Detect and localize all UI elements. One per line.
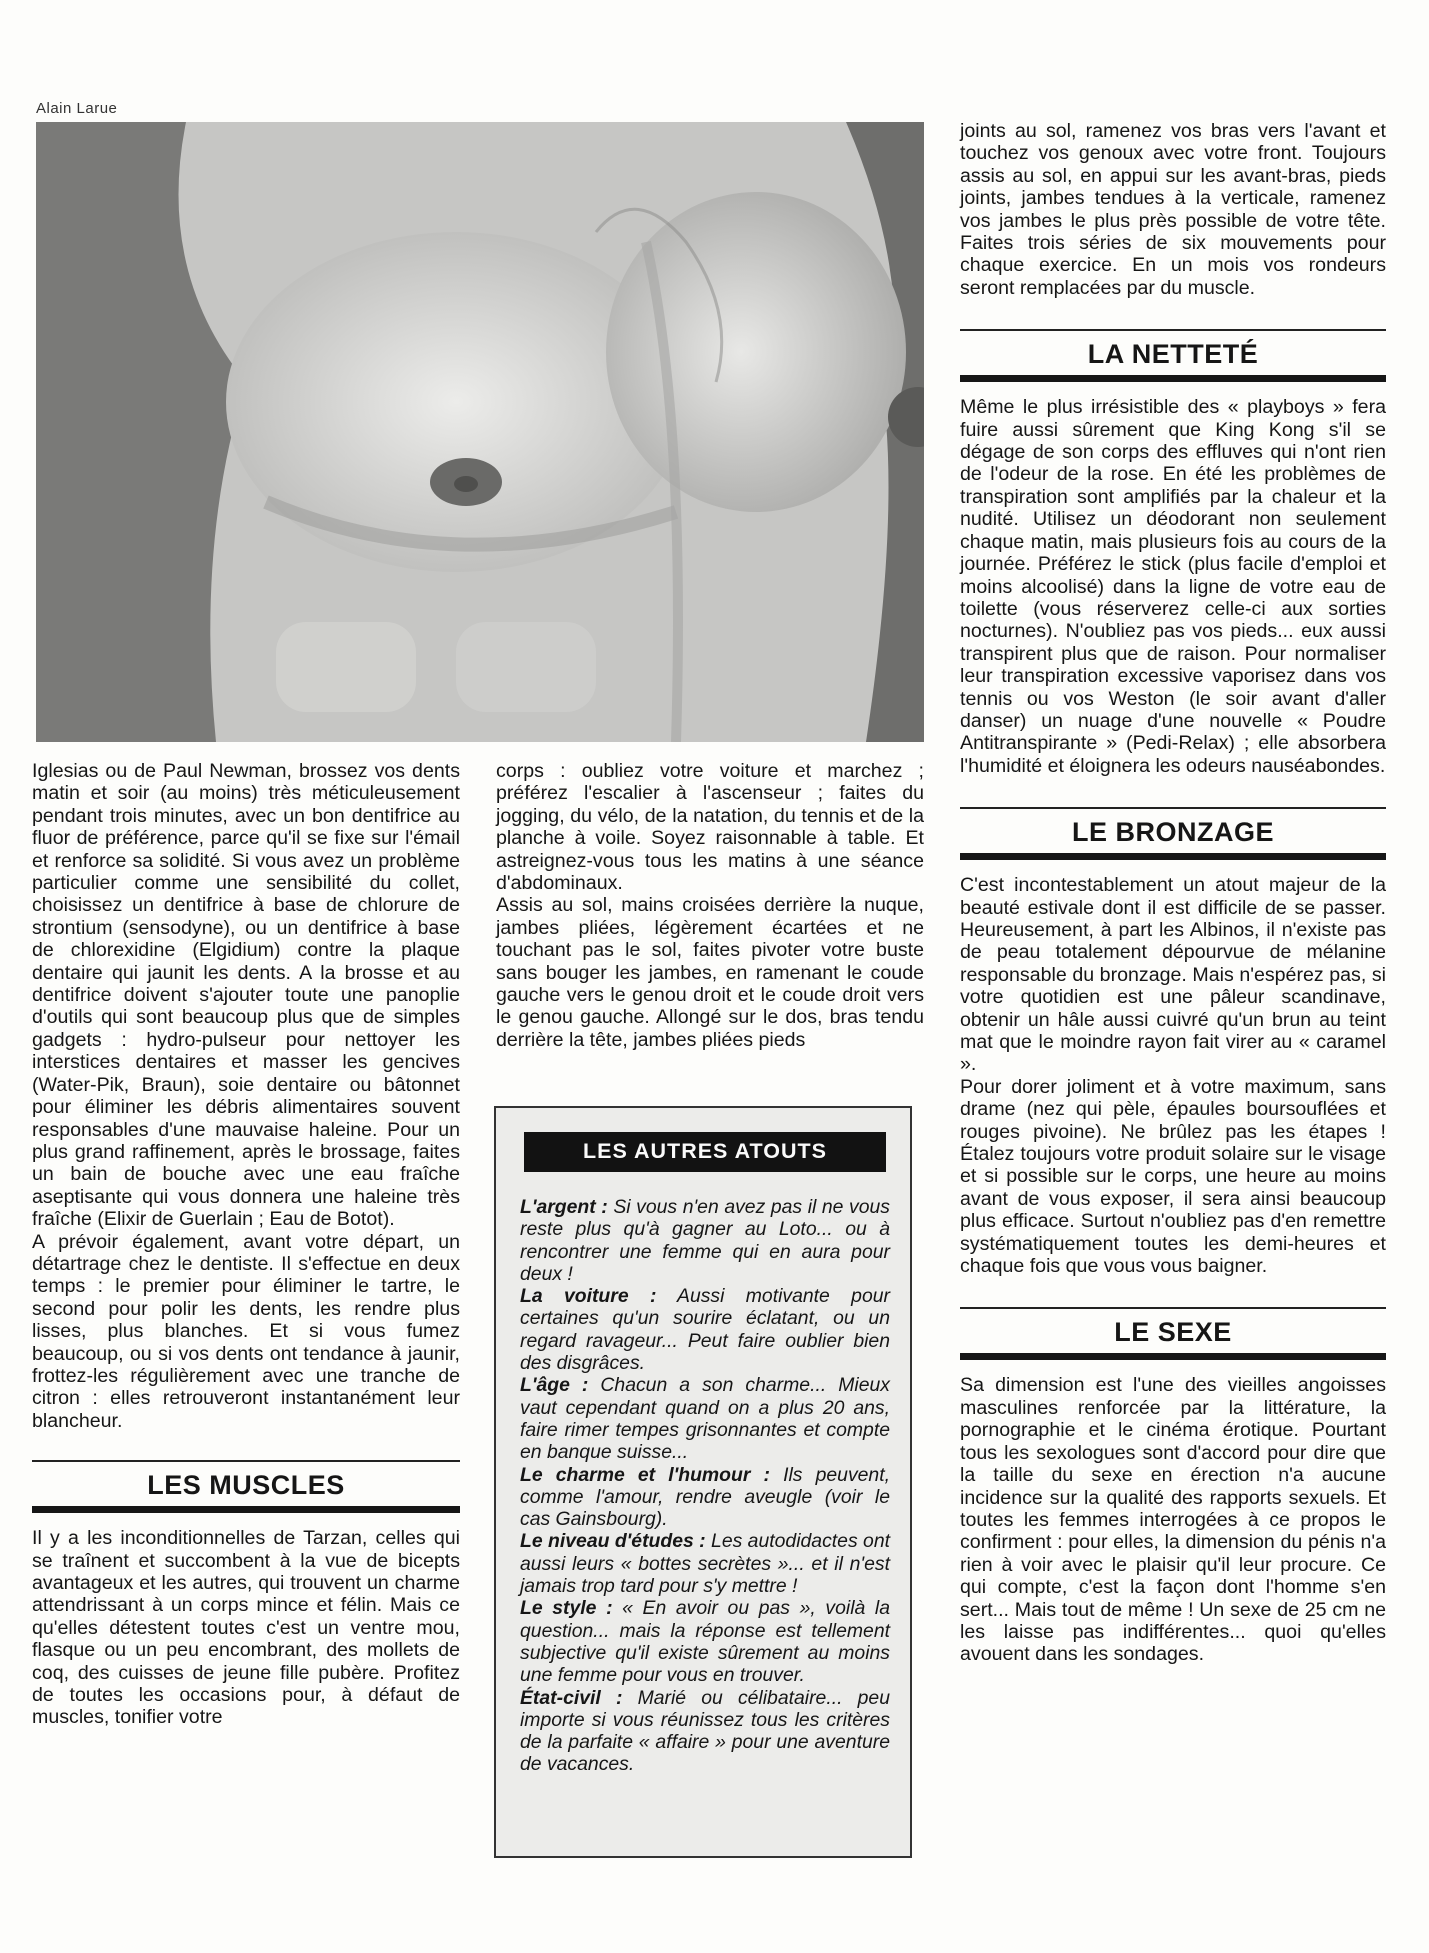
column-3 [960,120,1386,1666]
body-paragraph: Assis au sol, mains croisées derrière la nuque, jambes pliées, légèrement écartées et ne touchant pas le sol, faites pivoter votre buste sans bouger les jambes, en ramenant le coude gauche vers le genou droit et le coude droit vers le genou gauche. Allongé sur le dos, bras tendu derrière la tête, jambes pliées pieds [496,894,924,1051]
box-text [520,1196,890,1776]
body-paragraph: corps : oubliez votre voiture et marchez ; préférez l'escalier à l'ascenseur ; faites du jogging, du vélo, de la natation, du tennis et de la planche à voile. Soyez raisonnable à table. Et astreignez-vous tous les matins à une séance d'abdominaux. [496,760,924,895]
box-item-text: Les autodidactes ont aussi leurs « bottes secrètes »... et il n'est jamais trop tard pour s'y mettre ! [520,1530,890,1598]
body-paragraph: C'est incontestablement un atout majeur de la beauté estivale dont il est difficile de se passer. Heureusement, à part les Albinos, il n'existe pas de peau totalement dépourvue de mélanine responsable du bronzage. Mais n'espérez pas, si votre quotidien est une pâleur scandinave, obtenir un hâle aussi cuivré qu'un brun au teint mat que le moindre rayon fait virer au « caramel ». [960,874,1386,1076]
photo-credit: Alain Larue [36,100,118,117]
box-item-label: La voiture : [520,1285,657,1308]
section-heading-sexe [960,1307,1386,1360]
section-title: LE SEXE [1114,1317,1232,1348]
body-paragraph: joints au sol, ramenez vos bras vers l'avant et touchez vos genoux avec votre front. Toujours assis au sol, en appui sur les avant-bras, pieds joints, jambes tendues à la verticale, ramenez vos jambes le plus près possible de votre tête. Faites trois séries de six mouvements pour chaque exercice. En un mois vos rondeurs seront remplacées par du muscle. [960,120,1386,299]
box-item-text: Si vous n'en avez pas il ne vous reste plus qu'à gagner au Loto... ou à rencontrer une femme qui en aura pour deux ! [520,1196,890,1285]
body-paragraph: Iglesias ou de Paul Newman, brossez vos dents matin et soir (au moins) très méticuleusement pendant trois minutes, avec un bon dentifrice au fluor de préférence, parce qu'il se fixe sur l'émail et renforce sa solidité. Si vous avez un problème particulier comme une sensibilité du collet, choisissez un dentifrice à base de chlorure de strontium (sensodyne), ou un dentifrice à base de chlorexidine (Elgidium) contre la plaque dentaire qui jaunit les dents. A la brosse et au dentifrice doivent s'ajouter toute une panoplie d'outils qui sont beaucoup plus que de simples gadgets : hydro-pulseur pour nettoyer les interstices dentaires et masser les gencives (Water-Pik, Braun), soie dentaire ou bâtonnet pour éliminer les débris alimentaires souvent responsables d'une mauvaise haleine. Pour un plus grand raffinement, après le brossage, faites un bain de bouche avec une eau fraîche aseptisante qui vous donnera une haleine très fraîche (Elixir de Guerlain ; Eau de Botot). [32,760,460,1231]
rule [960,1307,1386,1309]
section-title: LA NETTETÉ [1087,339,1259,370]
body-paragraph: Sa dimension est l'une des vieilles angoisses masculines renforcée par la littérature, la pornographie et le cinéma érotique. Pourtant tous les sexologues sont d'accord pour dire que la taille du sexe en érection n'a aucune incidence sur la qualité des rapports sexuels. Et toutes les femmes interrogées à ce propos le confirment : pour elles, la dimension du pénis n'a rien à voir avec le plaisir qu'il leur procure. Ce qui compte, c'est la façon dont l'homme s'en sert... Mais tout de même ! Un sexe de 25 cm ne les laisse pas indifférentes... quoi qu'elles avouent dans les sondages. [960,1374,1386,1666]
body-paragraph: A prévoir également, avant votre départ, un détartrage chez le dentiste. Il s'effectue en deux temps : le premier pour éliminer le tartre, le second pour polir les dents, les rendre plus lisses, plus blanches. Et si vous fumez beaucoup, ou si vos dents ont tendance à jaunir, frottez-les régulièrement avec une tranche de citron : elles retrouveront instantanément leur blancheur. [32,1230,460,1432]
box-item-text: Ils peuvent, comme l'amour, rendre aveugle (voir le cas Gainsbourg). [520,1463,890,1531]
box-item-text: Chacun a son charme... Mieux vaut cependant quand on a plus 20 ans, faire rimer tempes grisonnantes et compte en banque suisse... [520,1374,890,1464]
bare-torso-photo-icon [36,122,924,742]
body-paragraph: Pour dorer joliment et à votre maximum, sans drame (nez qui pèle, épaules boursouflées et rouges pivoine). Ne brûlez pas les étapes ! Étalez toujours votre produit solaire sur le visage et si possible sur le corps, une heure au moins avant de vous exposer, il sera ainsi beaucoup plus efficace. Surtout n'oubliez pas d'en remettre systématiquement toutes les demi-heures et chaque fois que vous vous baigner. [960,1075,1386,1278]
rule [960,375,1386,382]
box-item-label: Le niveau d'études : [520,1530,706,1553]
box-title: LES AUTRES ATOUTS [524,1132,886,1172]
torso-photo [36,122,924,742]
box-item-text: « En avoir ou pas », voilà la question... mais la réponse est tellement subjective qu'il existe sûrement au moins une femme pour vous en trouver. [520,1597,890,1687]
rule [32,1460,460,1462]
column-2 [496,760,924,1051]
box-item-label: L'argent : [520,1196,608,1218]
rule [960,1353,1386,1360]
box-item-label: État-civil : [520,1686,623,1709]
section-title: LES MUSCLES [147,1470,345,1501]
box-item-label: L'âge : [520,1374,589,1397]
box-item-label: Le style : [520,1597,613,1620]
body-paragraph: Il y a les inconditionnelles de Tarzan, celles qui se traînent et succombent à la vue de bicepts avantageux et les autres, qui trouvent un charme attendrissant à un corps mince et félin. Mais ce qu'elles détestent toutes c'est un ventre mou, flasque ou un peu encombrant, des mollets de coq, des cuisses de jeune fille pubère. Profitez de toutes les occasions pour, à défaut de muscles, tonifier votre [32,1527,460,1729]
column-1 [32,760,460,1729]
section-heading-muscles [32,1460,460,1513]
box-item-text: Aussi motivante pour certaines qu'un sourire éclatant, ou un regard ravageur... Peut faire oublier bien des disgrâces. [520,1285,890,1375]
rule [960,329,1386,331]
rule [32,1506,460,1513]
box-item-label: Le charme et l'humour : [520,1463,770,1486]
box-item-text: Marié ou célibataire... peu importe si vous réunissez tous les critères de la parfaite « affaire » pour une aventure de vacances. [520,1686,890,1776]
rule [960,807,1386,809]
rule [960,853,1386,860]
section-title: LE BRONZAGE [1071,817,1274,848]
body-paragraph: Même le plus irrésistible des « playboys » fera fuire aussi sûrement que King Kong s'il se dégage de son corps des effluves qui n'ont rien de l'odeur de la rose. En été les problèmes de transpiration sont amplifiés par la chaleur et la nudité. Utilisez un déodorant non seulement chaque matin, mais plusieurs fois au cours de la journée. Préférez le stick (plus facile d'emploi et moins alcoolisé) dans la ligne de votre eau de toilette (vous réserverez celle-ci aux sorties nocturnes). N'oubliez pas vos pieds... eux aussi transpirent plus que de raison. Pour normaliser leur transpiration excessive vaporisez dans vos tennis ou vos Weston (le soir avant d'aller danser) un nuage d'une nouvelle « Poudre Antitranspirante » (Pedi-Relax) ; elle absorbera l'humidité et éloignera les odeurs nauséabondes. [960,396,1386,777]
section-heading-bronzage [960,807,1386,860]
sidebar-box-other-assets [494,1106,912,1858]
section-heading-nettete [960,329,1386,382]
